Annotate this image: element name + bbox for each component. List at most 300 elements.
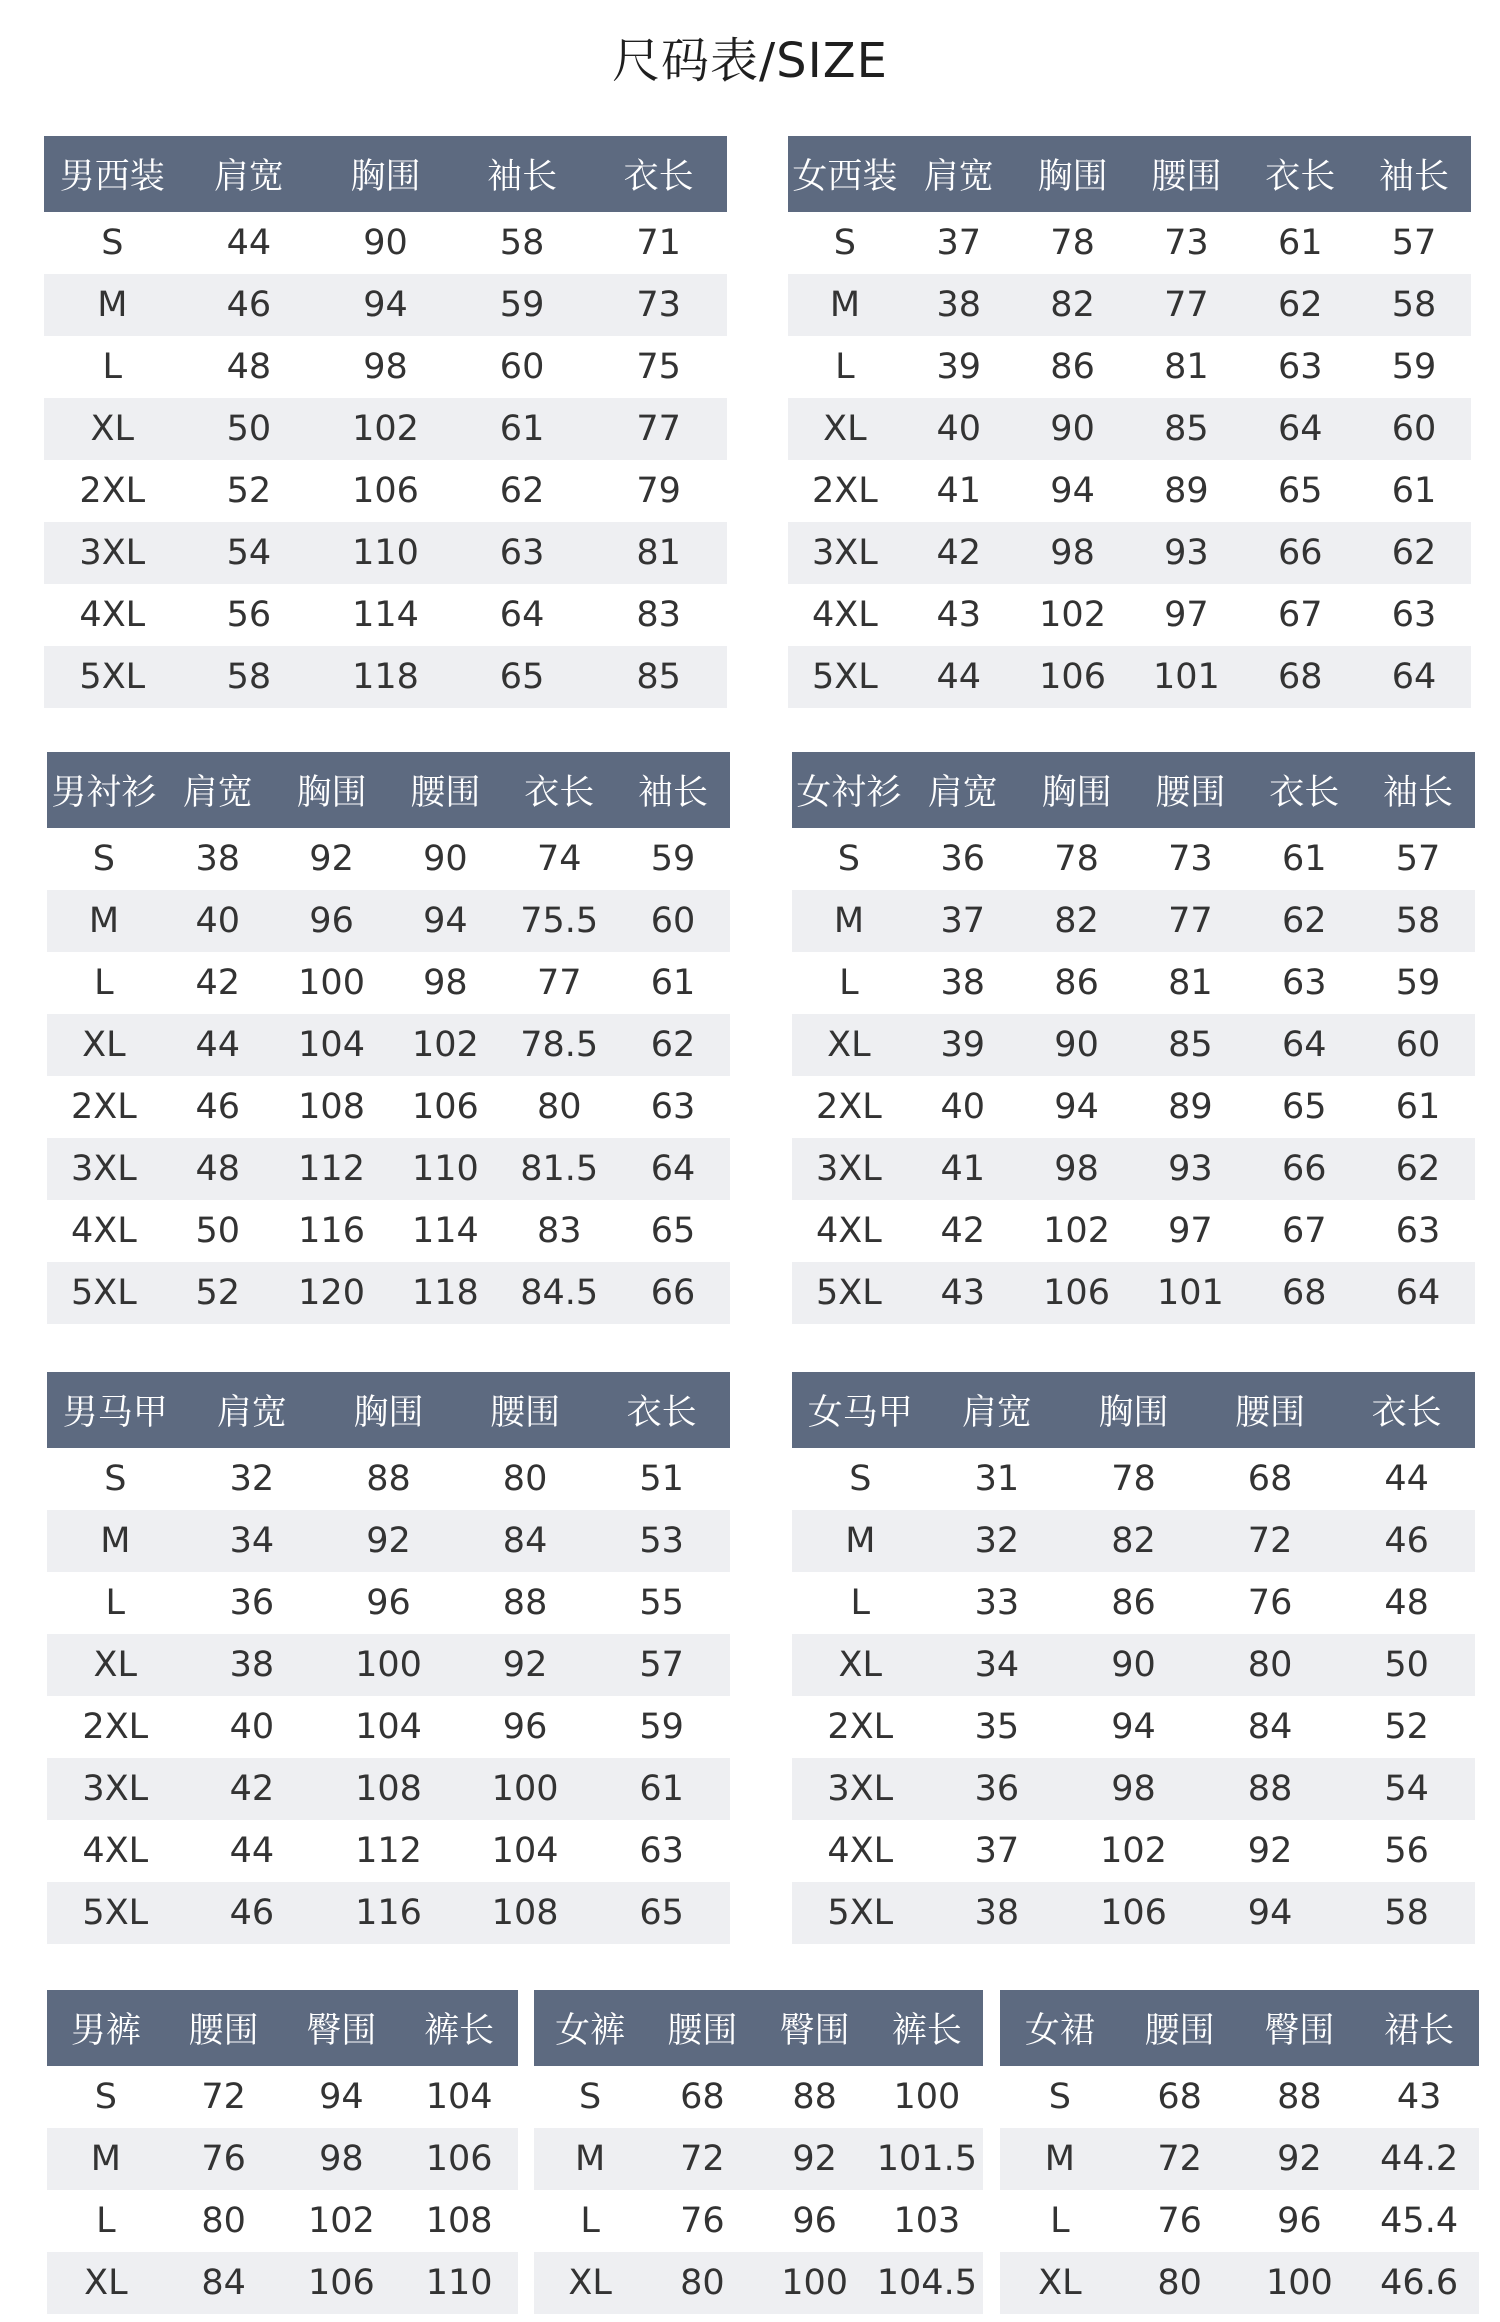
measure-cell: 44 [229, 1831, 275, 1871]
measure-cell: 56 [1384, 1831, 1429, 1871]
measure-cell: 63 [1277, 347, 1323, 387]
table-row [44, 398, 727, 460]
measure-cell: 82 [1054, 901, 1099, 941]
measure-cell: 59 [1395, 963, 1441, 1003]
measure-cell: 88 [366, 1459, 411, 1499]
measure-cell: 80 [680, 2263, 725, 2303]
measure-cell: 42 [940, 1211, 986, 1251]
measure-cell: 92 [1277, 2139, 1322, 2179]
header-cell: 胸围 [1041, 773, 1112, 813]
measure-cell: 81 [636, 533, 681, 573]
measure-cell: 100 [893, 2077, 961, 2117]
header-cell: 女衬衫 [796, 773, 902, 813]
measure-cell: 48 [195, 1149, 241, 1189]
table-header-row [47, 1372, 730, 1448]
size-label-cell: 2XL [816, 1087, 882, 1127]
measure-cell: 63 [639, 1831, 684, 1871]
measure-cell: 64 [499, 595, 545, 635]
size-label-cell: XL [84, 2263, 128, 2303]
measure-cell: 38 [936, 285, 982, 325]
measure-cell: 84 [1247, 1707, 1293, 1747]
measure-cell: 90 [363, 223, 408, 263]
women-vest-size-table [792, 1372, 1475, 1944]
size-label-cell: 2XL [79, 471, 146, 511]
table-row [792, 952, 1475, 1014]
measure-cell: 43 [1396, 2077, 1442, 2117]
measure-cell: 65 [639, 1893, 684, 1933]
measure-cell: 46 [229, 1893, 275, 1933]
measure-cell: 96 [792, 2201, 837, 2241]
measure-cell: 41 [936, 471, 982, 511]
size-label-cell: 2XL [827, 1707, 894, 1747]
measure-cell: 42 [195, 963, 241, 1003]
measure-cell: 63 [1395, 1211, 1441, 1251]
measure-cell: 77 [536, 963, 582, 1003]
measure-cell: 36 [974, 1769, 1020, 1809]
measure-cell: 90 [1111, 1645, 1156, 1685]
measure-cell: 82 [1050, 285, 1095, 325]
size-label-cell: M [575, 2139, 606, 2179]
table-row [47, 2190, 518, 2252]
measure-cell: 63 [650, 1087, 696, 1127]
measure-cell: 61 [1391, 471, 1437, 511]
measure-cell: 58 [1391, 285, 1437, 325]
header-cell: 胸围 [350, 157, 421, 197]
measure-cell: 80 [536, 1087, 582, 1127]
measure-cell: 52 [195, 1273, 241, 1313]
table-row [788, 460, 1471, 522]
measure-cell: 66 [650, 1273, 696, 1313]
measure-cell: 80 [201, 2201, 246, 2241]
measure-cell: 108 [298, 1087, 365, 1127]
measure-cell: 75 [636, 347, 681, 387]
table-row [47, 1076, 730, 1138]
size-label-cell: M [97, 285, 128, 325]
measure-cell: 88 [1277, 2077, 1322, 2117]
measure-cell: 65 [650, 1211, 696, 1251]
header-cell: 胸围 [353, 1393, 424, 1433]
measure-cell: 44 [936, 657, 982, 697]
measure-cell: 46 [1384, 1521, 1429, 1561]
table-row [792, 1820, 1475, 1882]
header-cell: 肩宽 [182, 773, 253, 813]
measure-cell: 60 [499, 347, 545, 387]
measure-cell: 40 [229, 1707, 275, 1747]
header-cell: 腰围 [1155, 773, 1226, 813]
header-cell: 肩宽 [923, 157, 994, 197]
measure-cell: 40 [195, 901, 241, 941]
measure-cell: 112 [355, 1831, 422, 1871]
measure-cell: 81.5 [520, 1149, 599, 1189]
measure-cell: 65 [1277, 471, 1323, 511]
size-label-cell: M [833, 901, 865, 941]
measure-cell: 92 [502, 1645, 548, 1685]
size-label-cell: 3XL [79, 533, 146, 573]
measure-cell: 102 [352, 409, 419, 449]
header-cell: 袖长 [638, 773, 709, 813]
measure-cell: 62 [1391, 533, 1437, 573]
measure-cell: 63 [1281, 963, 1327, 1003]
measure-cell: 78 [1111, 1459, 1156, 1499]
header-cell: 胸围 [1098, 1393, 1169, 1433]
measure-cell: 106 [1100, 1893, 1167, 1933]
table-row [1000, 2066, 1479, 2128]
size-label-cell: 4XL [816, 1211, 882, 1251]
measure-cell: 38 [940, 963, 986, 1003]
measure-cell: 31 [974, 1459, 1020, 1499]
measure-cell: 98 [363, 347, 408, 387]
measure-cell: 54 [1384, 1769, 1429, 1809]
size-label-cell: 3XL [816, 1149, 882, 1189]
measure-cell: 46 [226, 285, 272, 325]
header-cell: 腰围 [410, 773, 481, 813]
measure-cell: 94 [319, 2077, 364, 2117]
measure-cell: 96 [1277, 2201, 1322, 2241]
size-label-cell: 3XL [827, 1769, 894, 1809]
measure-cell: 88 [502, 1583, 548, 1623]
measure-cell: 43 [936, 595, 982, 635]
table-row [44, 212, 727, 274]
size-label-cell: XL [90, 409, 135, 449]
header-cell: 衣长 [524, 773, 595, 813]
measure-cell: 48 [226, 347, 272, 387]
table-row [792, 1510, 1475, 1572]
measure-cell: 67 [1281, 1211, 1327, 1251]
table-header-row [1000, 1990, 1479, 2066]
measure-cell: 94 [1111, 1707, 1156, 1747]
measure-cell: 78 [1050, 223, 1095, 263]
measure-cell: 106 [352, 471, 419, 511]
table-row [792, 1634, 1475, 1696]
size-label-cell: XL [82, 1025, 126, 1065]
measure-cell: 102 [307, 2201, 375, 2241]
header-cell: 袖长 [1383, 773, 1454, 813]
women-skirt-size-table [1000, 1990, 1479, 2314]
measure-cell: 53 [639, 1521, 684, 1561]
size-label-cell: 2XL [82, 1707, 149, 1747]
size-label-cell: S [104, 1459, 127, 1499]
measure-cell: 34 [229, 1521, 275, 1561]
measure-cell: 104 [298, 1025, 365, 1065]
measure-cell: 93 [1168, 1149, 1213, 1189]
table-row [792, 1758, 1475, 1820]
measure-cell: 90 [1054, 1025, 1099, 1065]
measure-cell: 44 [1384, 1459, 1429, 1499]
header-cell: 腰围 [1144, 2011, 1215, 2051]
table-row [788, 274, 1471, 336]
size-label-cell: L [94, 963, 114, 1003]
measure-cell: 64 [1277, 409, 1323, 449]
table-row [47, 890, 730, 952]
measure-cell: 39 [936, 347, 982, 387]
measure-cell: 77 [1164, 285, 1209, 325]
size-label-cell: XL [838, 1645, 883, 1685]
header-cell: 男马甲 [62, 1393, 168, 1433]
women-suit-size-table [788, 136, 1471, 708]
table-row [534, 2066, 983, 2128]
measure-cell: 62 [1395, 1149, 1441, 1189]
measure-cell: 84.5 [520, 1273, 599, 1313]
header-cell: 女马甲 [807, 1393, 913, 1433]
measure-cell: 68 [1281, 1273, 1327, 1313]
measure-cell: 59 [639, 1707, 684, 1747]
measure-cell: 60 [650, 901, 696, 941]
measure-cell: 36 [940, 839, 986, 879]
measure-cell: 102 [1043, 1211, 1110, 1251]
measure-cell: 97 [1168, 1211, 1213, 1251]
measure-cell: 114 [411, 1211, 479, 1251]
table-row [788, 398, 1471, 460]
measure-cell: 73 [1164, 223, 1209, 263]
size-label-cell: S [837, 839, 861, 879]
header-cell: 衣长 [1371, 1393, 1442, 1433]
table-row [47, 1820, 730, 1882]
measure-cell: 64 [1281, 1025, 1327, 1065]
header-cell: 女西装 [792, 157, 898, 197]
header-cell: 裤长 [891, 2011, 962, 2051]
size-label-cell: 5XL [816, 1273, 882, 1313]
table-header-row [792, 752, 1475, 828]
measure-cell: 74 [536, 839, 582, 879]
measure-cell: 86 [1111, 1583, 1156, 1623]
table-row [534, 2190, 983, 2252]
size-label-cell: S [833, 223, 857, 263]
header-cell: 臀围 [306, 2011, 377, 2051]
measure-cell: 68 [1157, 2077, 1202, 2117]
measure-cell: 120 [298, 1273, 365, 1313]
measure-cell: 83 [636, 595, 681, 635]
measure-cell: 80 [1157, 2263, 1202, 2303]
size-label-cell: S [849, 1459, 872, 1499]
size-label-cell: S [579, 2077, 602, 2117]
table-row [788, 212, 1471, 274]
measure-cell: 64 [1395, 1273, 1441, 1313]
size-label-cell: XL [93, 1645, 138, 1685]
measure-cell: 81 [1164, 347, 1209, 387]
size-label-cell: L [96, 2201, 116, 2241]
measure-cell: 72 [1157, 2139, 1202, 2179]
size-label-cell: 4XL [79, 595, 146, 635]
table-row [792, 1262, 1475, 1324]
size-label-cell: L [102, 347, 123, 387]
size-label-cell: L [105, 1583, 126, 1623]
header-cell: 腰围 [490, 1393, 561, 1433]
measure-cell: 59 [650, 839, 696, 879]
measure-cell: 75.5 [520, 901, 599, 941]
measure-cell: 42 [229, 1769, 275, 1809]
measure-cell: 50 [195, 1211, 241, 1251]
size-label-cell: 5XL [827, 1893, 894, 1933]
measure-cell: 68 [1247, 1459, 1293, 1499]
measure-cell: 61 [1395, 1087, 1441, 1127]
measure-cell: 110 [411, 1149, 479, 1189]
table-row [44, 336, 727, 398]
measure-cell: 72 [680, 2139, 725, 2179]
measure-cell: 58 [499, 223, 545, 263]
measure-cell: 77 [1168, 901, 1213, 941]
size-label-cell: L [839, 963, 859, 1003]
measure-cell: 48 [1384, 1583, 1429, 1623]
measure-cell: 40 [940, 1087, 986, 1127]
measure-cell: 94 [423, 901, 468, 941]
measure-cell: 72 [201, 2077, 246, 2117]
table-row [47, 952, 730, 1014]
header-cell: 臀围 [779, 2011, 850, 2051]
table-row [788, 584, 1471, 646]
measure-cell: 100 [355, 1645, 422, 1685]
table-row [788, 522, 1471, 584]
measure-cell: 90 [1050, 409, 1095, 449]
table-row [792, 1448, 1475, 1510]
measure-cell: 110 [425, 2263, 493, 2303]
size-label-cell: M [1044, 2139, 1075, 2179]
table-row [1000, 2252, 1479, 2314]
measure-cell: 82 [1111, 1521, 1156, 1561]
measure-cell: 100 [1265, 2263, 1333, 2303]
header-cell: 女裙 [1024, 2011, 1095, 2051]
measure-cell: 62 [650, 1025, 696, 1065]
measure-cell: 106 [1039, 657, 1106, 697]
measure-cell: 50 [226, 409, 272, 449]
measure-cell: 79 [636, 471, 681, 511]
measure-cell: 68 [680, 2077, 725, 2117]
table-row [47, 1634, 730, 1696]
size-label-cell: XL [1038, 2263, 1082, 2303]
measure-cell: 73 [636, 285, 681, 325]
header-cell: 裙长 [1384, 2011, 1455, 2051]
header-cell: 衣长 [1265, 157, 1336, 197]
measure-cell: 94 [363, 285, 408, 325]
measure-cell: 92 [309, 839, 354, 879]
measure-cell: 106 [1043, 1273, 1110, 1313]
measure-cell: 43 [940, 1273, 986, 1313]
size-label-cell: XL [827, 1025, 871, 1065]
measure-cell: 38 [974, 1893, 1020, 1933]
size-label-cell: M [90, 2139, 121, 2179]
table-row [792, 1696, 1475, 1758]
size-label-cell: M [100, 1521, 131, 1561]
measure-cell: 65 [1281, 1087, 1327, 1127]
measure-cell: 102 [1100, 1831, 1167, 1871]
table-row [47, 1448, 730, 1510]
measure-cell: 55 [639, 1583, 684, 1623]
measure-cell: 38 [195, 839, 241, 879]
size-label-cell: M [88, 901, 120, 941]
measure-cell: 61 [499, 409, 545, 449]
table-header-row [792, 1372, 1475, 1448]
measure-cell: 59 [1391, 347, 1437, 387]
table-row [44, 460, 727, 522]
measure-cell: 71 [636, 223, 681, 263]
measure-cell: 106 [307, 2263, 375, 2303]
header-cell: 衣长 [626, 1393, 697, 1433]
table-row [792, 828, 1475, 890]
header-cell: 肩宽 [213, 157, 284, 197]
measure-cell: 112 [298, 1149, 365, 1189]
size-label-cell: XL [568, 2263, 612, 2303]
size-label-cell: S [92, 839, 116, 879]
measure-cell: 102 [1039, 595, 1106, 635]
measure-cell: 80 [1247, 1645, 1293, 1685]
table-header-row [44, 136, 727, 212]
measure-cell: 58 [1384, 1893, 1429, 1933]
header-cell: 衣长 [623, 157, 694, 197]
measure-cell: 61 [1277, 223, 1323, 263]
table-row [47, 2066, 518, 2128]
header-cell: 男裤 [70, 2011, 141, 2051]
measure-cell: 62 [1277, 285, 1323, 325]
measure-cell: 104 [491, 1831, 559, 1871]
men-shirt-size-table [47, 752, 730, 1324]
measure-cell: 76 [1247, 1583, 1293, 1623]
measure-cell: 96 [309, 901, 354, 941]
size-label-cell: 5XL [82, 1893, 149, 1933]
table-row [47, 1882, 730, 1944]
header-cell: 肩宽 [961, 1393, 1032, 1433]
measure-cell: 80 [502, 1459, 548, 1499]
measure-cell: 60 [1391, 409, 1437, 449]
table-row [44, 584, 727, 646]
table-row [788, 646, 1471, 708]
table-row [792, 1014, 1475, 1076]
size-label-cell: 3XL [82, 1769, 149, 1809]
measure-cell: 93 [1164, 533, 1209, 573]
table-row [47, 1696, 730, 1758]
size-label-cell: 5XL [812, 657, 878, 697]
measure-cell: 92 [366, 1521, 411, 1561]
men-vest-size-table [47, 1372, 730, 1944]
table-row [47, 2252, 518, 2314]
size-label-cell: 3XL [71, 1149, 137, 1189]
measure-cell: 78.5 [520, 1025, 599, 1065]
measure-cell: 58 [1395, 901, 1441, 941]
measure-cell: 89 [1164, 471, 1209, 511]
measure-cell: 104.5 [876, 2263, 977, 2303]
size-label-cell: M [829, 285, 861, 325]
measure-cell: 68 [1277, 657, 1323, 697]
measure-cell: 37 [936, 223, 982, 263]
table-header-row [534, 1990, 983, 2066]
measure-cell: 89 [1168, 1087, 1213, 1127]
measure-cell: 110 [352, 533, 419, 573]
measure-cell: 37 [974, 1831, 1020, 1871]
measure-cell: 73 [1168, 839, 1213, 879]
table-row [792, 1572, 1475, 1634]
measure-cell: 32 [229, 1459, 275, 1499]
measure-cell: 100 [298, 963, 365, 1003]
measure-cell: 61 [650, 963, 696, 1003]
table-row [47, 828, 730, 890]
measure-cell: 64 [1391, 657, 1437, 697]
measure-cell: 98 [423, 963, 468, 1003]
header-cell: 衣长 [1269, 773, 1340, 813]
measure-cell: 41 [940, 1149, 986, 1189]
table-row [47, 1262, 730, 1324]
size-label-cell: 2XL [812, 471, 878, 511]
measure-cell: 96 [366, 1583, 411, 1623]
measure-cell: 86 [1050, 347, 1095, 387]
size-label-cell: XL [823, 409, 867, 449]
measure-cell: 101 [1152, 657, 1220, 697]
header-cell: 腰围 [188, 2011, 259, 2051]
header-cell: 男西装 [59, 157, 165, 197]
table-row [1000, 2128, 1479, 2190]
table-row [792, 1138, 1475, 1200]
table-row [47, 1014, 730, 1076]
measure-cell: 39 [940, 1025, 986, 1065]
header-cell: 腰围 [1151, 157, 1222, 197]
header-cell: 男衬衫 [51, 773, 157, 813]
